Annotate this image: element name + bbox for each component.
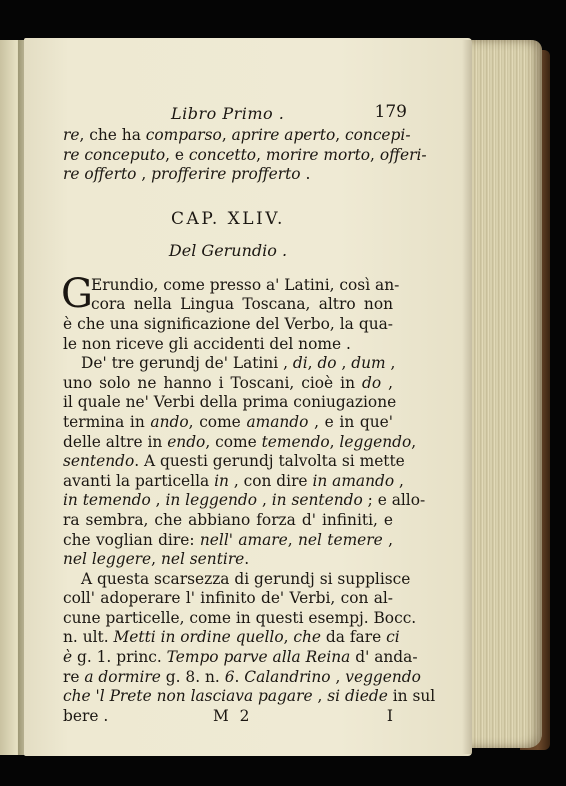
catchmark: I: [386, 706, 393, 725]
text-line: cune particelle, come in questi esempj. Bocc.: [63, 608, 417, 627]
text-line: re offerto , profferire profferto .: [63, 165, 311, 184]
continuation-text: [63, 126, 427, 185]
paragraph-2: [63, 354, 426, 570]
chapter-heading: CAP. XLIV.: [171, 208, 285, 229]
text-line: uno solo ne hanno i Toscani, cioè in do ,: [63, 373, 393, 392]
text-line: che voglian dire: nell' amare, nel temere ,: [63, 530, 393, 549]
text-line: che 'l Prete non lasciava pagare , si diede in sul: [63, 687, 436, 706]
text-line: coll' adoperare l' infinito de' Verbi, con al-: [63, 589, 393, 608]
text-line: è che una significazione del Verbo, la qua-: [63, 314, 393, 333]
text-line: De' tre gerundj de' Latini , di, do , dum ,: [81, 354, 396, 373]
text-line: n. ult. Metti in ordine quello, che da fare ci: [63, 628, 400, 647]
last-word: bere .: [63, 706, 109, 725]
text-line: termina in ando, come amando , e in que': [63, 412, 394, 431]
text-line: è g. 1. princ. Tempo parve alla Reina d' anda-: [63, 648, 418, 667]
text-line: ra sembra, che abbiano forza d' infiniti, e: [63, 510, 393, 529]
text-line: cora nella Lingua Toscana, altro non: [91, 295, 393, 314]
text-line: le non riceve gli accidenti del nome .: [63, 334, 351, 353]
text-line: il quale ne' Verbi della prima coniugazione: [63, 393, 397, 412]
chapter-subheading: Del Gerundio .: [168, 240, 288, 260]
signature-mark: M 2: [213, 706, 253, 725]
text-line: A questa scarsezza di gerundj si supplisce: [81, 569, 411, 588]
text-line: sentendo. A questi gerundj talvolta si mette: [63, 452, 405, 471]
paragraph-1: [61, 270, 400, 354]
text-line: re, che ha comparso, aprire aperto, concepi-: [63, 126, 411, 144]
text-line: nel leggere, nel sentire.: [63, 550, 250, 569]
text-line: in temendo , in leggendo , in sentendo ; e allo-: [63, 491, 426, 510]
text-line: avanti la particella in , con dire in amando ,: [63, 471, 404, 490]
page-number: 179: [374, 102, 407, 122]
text-line: delle altre in endo, come temendo, leggendo,: [63, 432, 417, 451]
page-text: [61, 100, 436, 727]
text-line: re a dormire g. 8. n. 6. Calandrino , veggendo: [63, 667, 421, 686]
running-head: [63, 100, 407, 126]
text-line: re conceputo, e concetto, morire morto, offeri-: [63, 145, 427, 164]
running-head-title: Libro Primo .: [171, 104, 285, 123]
paragraph-3: [63, 569, 436, 707]
drop-cap: G: [61, 270, 93, 317]
page-edge-shadow: [462, 40, 472, 754]
text-line: Erundio, come presso a' Latini, così an-: [91, 275, 400, 294]
page-block-edges: [466, 40, 542, 748]
page-footer: [63, 707, 393, 727]
